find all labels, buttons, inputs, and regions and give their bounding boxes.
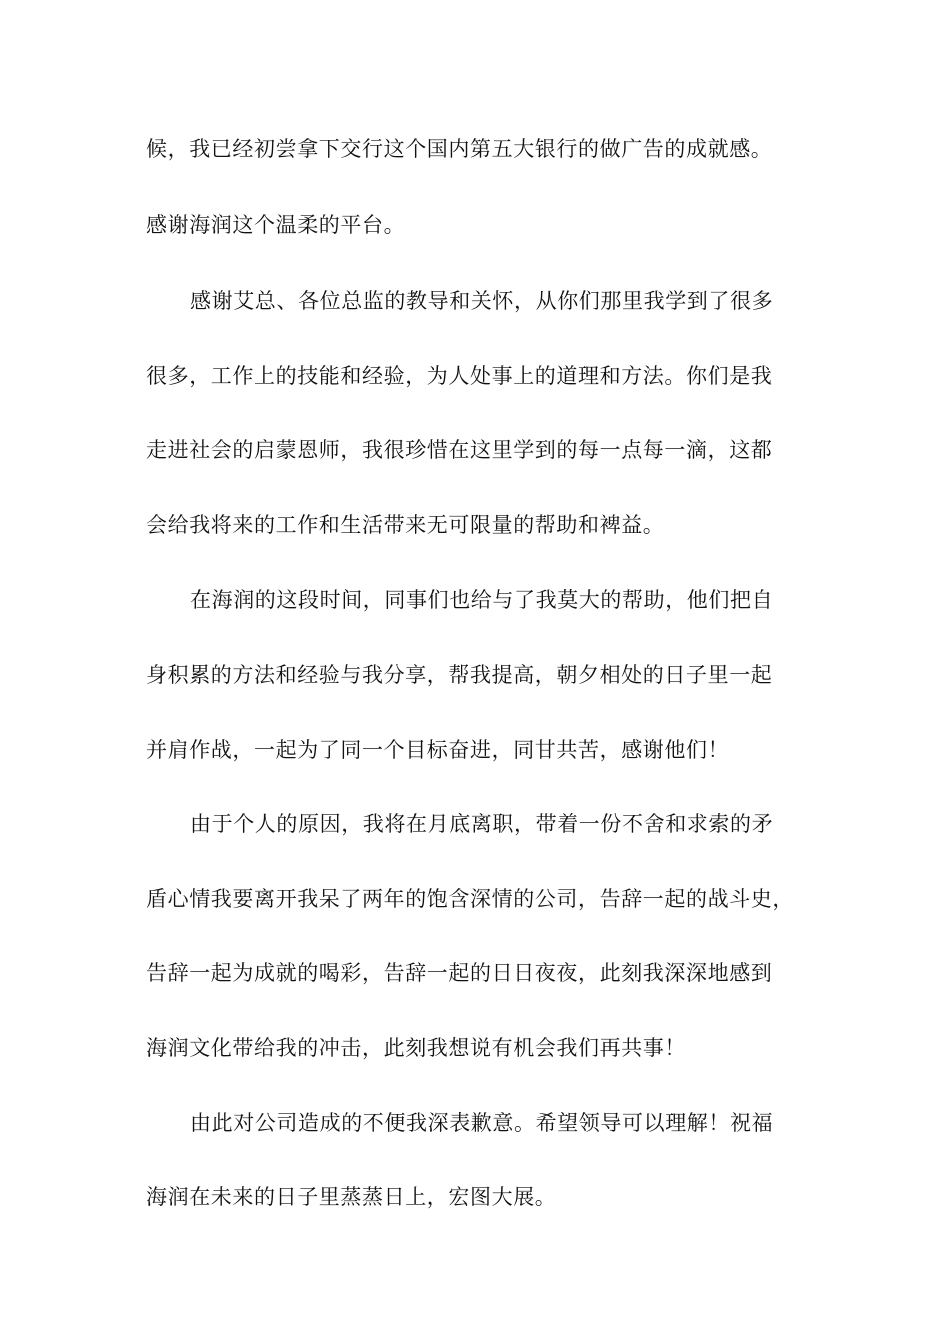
text-line: 会给我将来的工作和生活带来无可限量的帮助和裨益。	[146, 513, 665, 537]
text-line: 告辞一起为成就的喝彩，告辞一起的日日夜夜，此刻我深深地感到	[146, 961, 773, 985]
paragraph-start-line: 由此对公司造成的不便我深表歉意。希望领导可以理解！祝福	[190, 1111, 774, 1135]
text-line: 身积累的方法和经验与我分享，帮我提高，朝夕相处的日子里一起	[146, 663, 773, 687]
text-line: 候，我已经初尝拿下交行这个国内第五大银行的做广告的成就感。	[146, 137, 773, 161]
paragraph-start-line: 由于个人的原因，我将在月底离职，带着一份不舍和求索的矛	[190, 812, 774, 836]
text-line: 走进社会的启蒙恩师，我很珍惜在这里学到的每一点每一滴，这都	[146, 438, 773, 462]
text-line: 并肩作战，一起为了同一个目标奋进，同甘共苦，感谢他们！	[146, 738, 730, 762]
paragraph-start-line: 在海润的这段时间，同事们也给与了我莫大的帮助，他们把自	[190, 588, 774, 612]
text-line: 海润文化带给我的冲击，此刻我想说有机会我们再共事！	[146, 1036, 686, 1060]
text-line: 很多，工作上的技能和经验，为人处事上的道理和方法。你们是我	[146, 364, 773, 388]
paragraph-start-line: 感谢艾总、各位总监的教导和关怀，从你们那里我学到了很多	[190, 289, 774, 313]
text-line: 海润在未来的日子里蒸蒸日上，宏图大展。	[146, 1185, 557, 1209]
text-line: 感谢海润这个温柔的平台。	[146, 213, 406, 237]
text-line: 盾心情我要离开我呆了两年的饱含深情的公司，告辞一起的战斗史，	[146, 887, 794, 911]
